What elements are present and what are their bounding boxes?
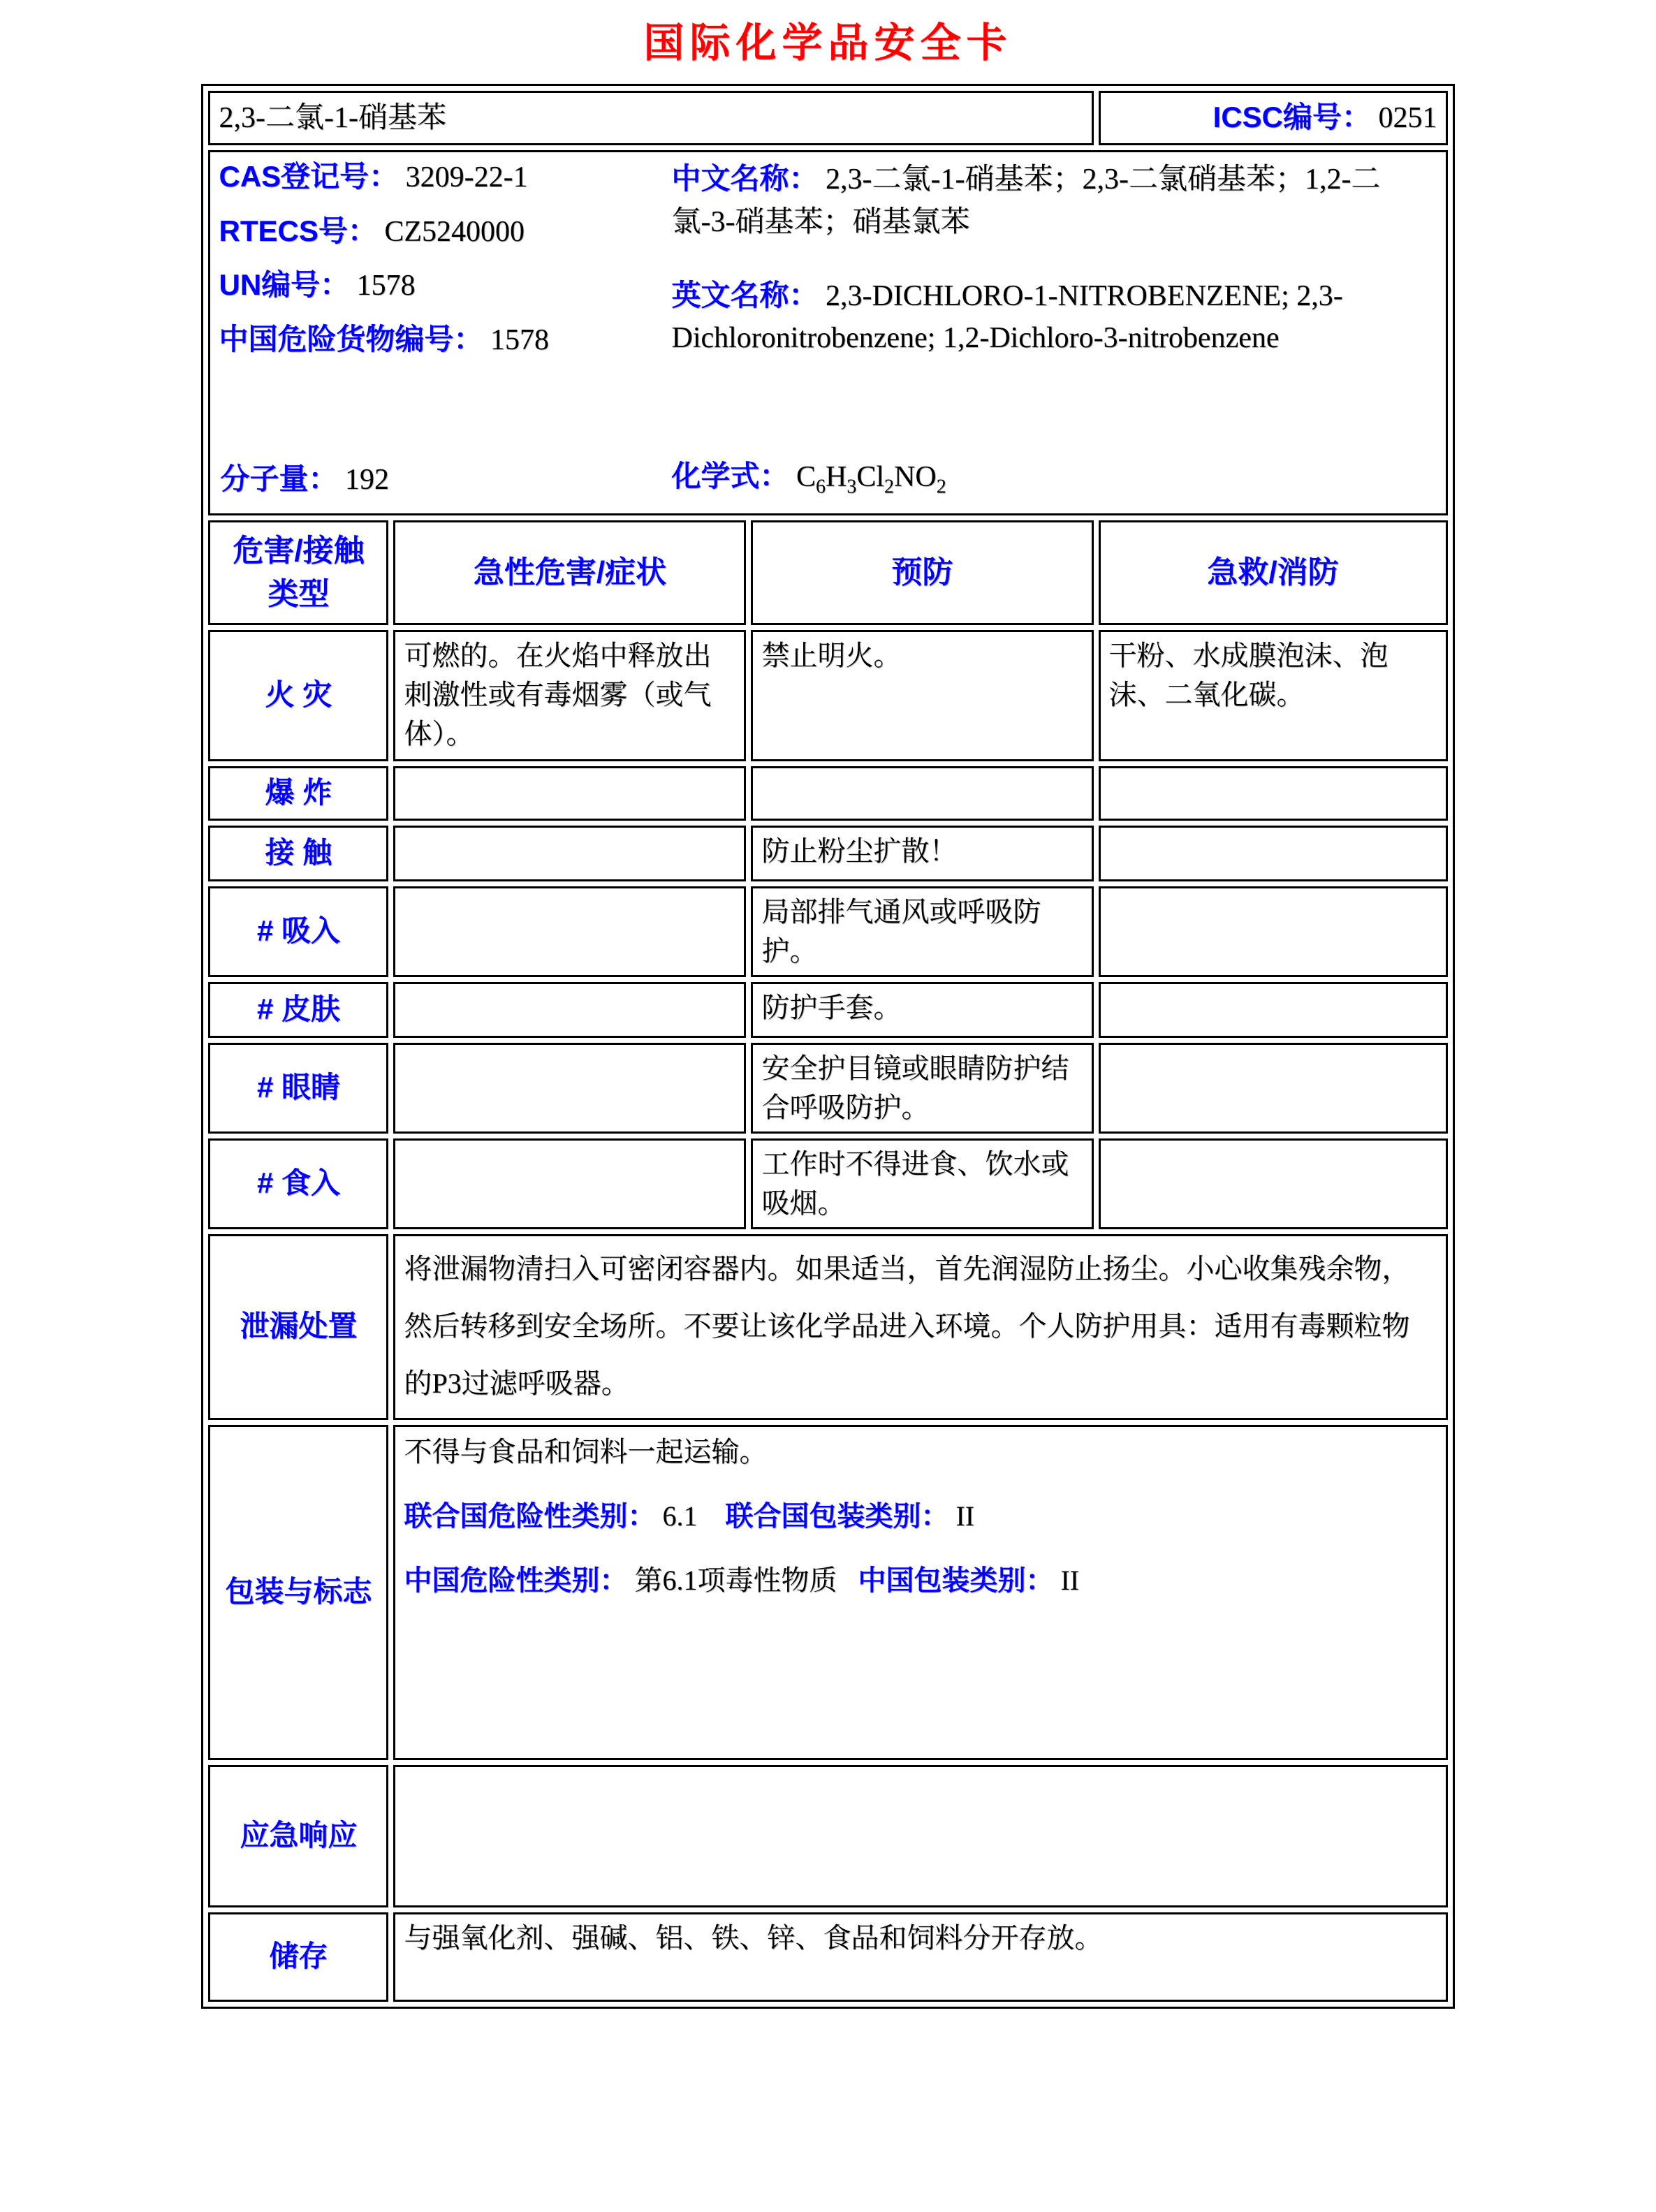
china-dg-value: 1578 (490, 324, 549, 357)
hazard-row-ingestion (208, 1138, 1447, 1229)
emergency-response-row (208, 1765, 1447, 1907)
hazard-row-inhalation (208, 886, 1447, 977)
hazard-row-eyes (208, 1043, 1447, 1134)
column-header-prevention: 预防 (751, 520, 1093, 625)
row-label-inhalation: # 吸入 (208, 886, 388, 977)
cn-pack-label: 中国包装类别： (858, 1565, 1054, 1596)
column-header-acute: 急性危害/症状 (393, 520, 746, 625)
ingestion-prevention-cell: 工作时不得进食、饮水或吸烟。 (751, 1138, 1093, 1229)
cn-class-label: 中国危险性类别： (404, 1565, 628, 1596)
icsc-number: 0251 (1378, 102, 1437, 134)
fire-prevention-cell: 禁止明火。 (751, 630, 1093, 761)
china-dg-label: 中国危险货物编号： (219, 323, 483, 356)
hazard-table-header-row (208, 520, 1447, 625)
molecular-weight-line (220, 459, 389, 501)
rtecs-label: RTECS号： (219, 214, 377, 247)
substance-name: 2,3-二氯-1-硝基苯 (208, 91, 1093, 145)
hazard-type-line1: 危害/接触 (233, 534, 365, 569)
storage-content: 与强氧化剂、强碱、铝、铁、锌、食品和饲料分开存放。 (393, 1912, 1447, 2002)
identifiers-cell (208, 150, 1447, 515)
column-header-hazard-type (208, 520, 388, 625)
packaging-transport-note: 不得与食品和饲料一起运输。 (404, 1435, 768, 1467)
chinese-name-label: 中文名称： (671, 161, 819, 195)
english-name-label: 英文名称： (671, 278, 819, 312)
english-name-value: 2,3-DICHLORO-1-NITROBENZENE; 2,3-Dichloronitrobenzene; 1,2-Dichloro-3-nitrobenzene (671, 279, 1343, 355)
eyes-response-cell (1099, 1043, 1448, 1134)
row-label-emergency-response: 应急响应 (208, 1765, 388, 1907)
safety-card-table (201, 84, 1454, 2009)
chinese-name-line (671, 158, 1439, 244)
skin-acute-cell (393, 982, 746, 1038)
un-pack-value: II (955, 1500, 975, 1532)
un-pack-label: 联合国包装类别： (725, 1500, 949, 1532)
row-label-fire: 火 灾 (208, 630, 388, 761)
fire-response-cell: 干粉、水成膜泡沫、泡沫、二氧化碳。 (1099, 630, 1448, 761)
ingestion-response-cell (1099, 1138, 1448, 1229)
eyes-prevention-cell: 安全护目镜或眼睛防护结合呼吸防护。 (751, 1043, 1093, 1134)
hazard-row-fire (208, 630, 1447, 761)
molecular-weight-label: 分子量： (220, 462, 338, 495)
row-label-explosion: 爆 炸 (208, 766, 388, 821)
rtecs-value: CZ5240000 (384, 215, 525, 248)
icsc-label: ICSC编号： (1212, 101, 1372, 133)
hazard-row-skin (208, 982, 1447, 1038)
english-name-line (671, 274, 1439, 360)
explosion-acute-cell (393, 766, 746, 821)
chemical-formula-label: 化学式： (671, 460, 789, 493)
chemical-formula-line (671, 456, 946, 501)
chinese-name-value: 2,3-二氯-1-硝基苯；2,3-二氯硝基苯；1,2-二氯-3-硝基苯；硝基氯苯 (671, 163, 1381, 238)
exposure-acute-cell (393, 826, 746, 881)
cn-class-value: 第6.1项毒性物质 (634, 1564, 837, 1596)
names-block (671, 158, 1439, 370)
icsc-number-cell (1099, 91, 1448, 145)
explosion-response-cell (1099, 766, 1448, 821)
hazard-type-line2: 类型 (268, 576, 330, 611)
page-title: 国际化学品安全卡 (643, 20, 1013, 66)
packaging-row (208, 1425, 1447, 1760)
storage-row (208, 1912, 1447, 2002)
spill-disposal-content: 将泄漏物清扫入可密闭容器内。如果适当，首先润湿防止扬尘。小心收集残余物，然后转移到安全场所。不要让该化学品进入环境。个人防护用具：适用有毒颗粒物的P3过滤呼吸器。 (393, 1234, 1447, 1420)
row-label-ingestion: # 食入 (208, 1138, 388, 1229)
packaging-cn-line (404, 1560, 1437, 1602)
column-header-response: 急救/消防 (1099, 520, 1448, 625)
hazard-row-exposure (208, 826, 1447, 881)
row-label-eyes: # 眼睛 (208, 1043, 388, 1134)
exposure-response-cell (1099, 826, 1448, 881)
substance-header-row (208, 91, 1447, 145)
identifiers-row (208, 150, 1447, 515)
cn-pack-value: II (1060, 1564, 1080, 1596)
chemical-formula: $C_6H_3Cl_2NO_2$ (796, 461, 946, 498)
un-label: UN编号： (219, 268, 350, 302)
cas-value: 3209-22-1 (405, 161, 528, 193)
spill-disposal-row (208, 1234, 1447, 1420)
fire-acute-cell: 可燃的。在火焰中释放出刺激性或有毒烟雾（或气体）。 (393, 630, 746, 761)
un-class-value: 6.1 (662, 1500, 698, 1532)
row-label-skin: # 皮肤 (208, 982, 388, 1038)
explosion-prevention-cell (751, 766, 1093, 821)
packaging-un-line (404, 1495, 1437, 1537)
un-value: 1578 (356, 270, 416, 302)
skin-response-cell (1099, 982, 1448, 1038)
un-class-label: 联合国危险性类别： (404, 1500, 656, 1532)
emergency-response-content (393, 1765, 1447, 1907)
inhalation-acute-cell (393, 886, 746, 977)
row-label-exposure: 接 触 (208, 826, 388, 881)
row-label-spill-disposal: 泄漏处置 (208, 1234, 388, 1420)
molecular-weight-value: 192 (345, 464, 389, 496)
skin-prevention-cell: 防护手套。 (751, 982, 1093, 1038)
row-label-storage: 储存 (208, 1912, 388, 2002)
ingestion-acute-cell (393, 1138, 746, 1229)
inhalation-prevention-cell: 局部排气通风或呼吸防护。 (751, 886, 1093, 977)
packaging-content (393, 1425, 1447, 1760)
eyes-acute-cell (393, 1043, 746, 1134)
row-label-packaging: 包装与标志 (208, 1425, 388, 1760)
hazard-row-explosion (208, 766, 1447, 821)
exposure-prevention-cell: 防止粉尘扩散！ (751, 826, 1093, 881)
inhalation-response-cell (1099, 886, 1448, 977)
cas-label: CAS登记号： (219, 159, 399, 193)
